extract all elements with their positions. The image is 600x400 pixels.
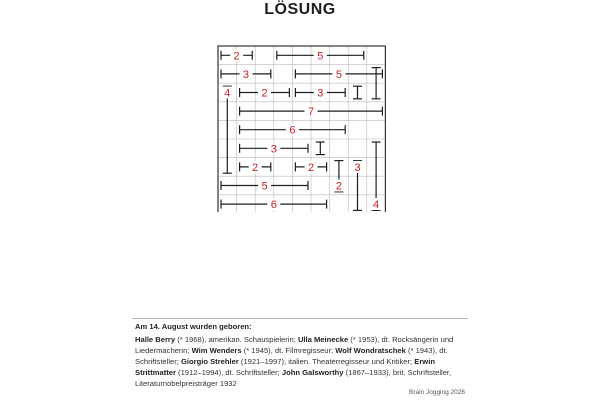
segment-number: 2 xyxy=(233,50,240,63)
segment-number: 6 xyxy=(270,199,277,212)
segment-number: 2 xyxy=(307,161,315,174)
segment-number: 5 xyxy=(335,68,342,81)
segment-number: 7 xyxy=(307,106,315,119)
birthday-name: Halle Berry xyxy=(135,335,176,344)
segment-number: 3 xyxy=(317,87,324,100)
birthday-name: Erwin Strittmatter xyxy=(135,357,435,377)
birthday-text xyxy=(135,334,465,389)
birthday-info: (* 1968), amerikan. Schauspielerin; xyxy=(175,335,298,344)
page-title: LÖSUNG xyxy=(264,1,336,18)
segment-number: 3 xyxy=(354,161,361,174)
footer-credit: Brain Jogging 2026 xyxy=(408,389,465,396)
birthday-heading: Am 14. August wurden geboren: xyxy=(135,322,252,331)
segment-number: 6 xyxy=(289,124,296,137)
segment-number: 3 xyxy=(270,143,277,156)
segment-number: 4 xyxy=(373,199,380,212)
birthday-name: Ulla Meinecke xyxy=(297,335,349,344)
segment-number: 5 xyxy=(317,50,324,63)
segment-number: 4 xyxy=(224,87,231,100)
birthday-info: (1921–1997), italien. Theaterregisseur und Kritiker; xyxy=(238,357,415,366)
birthday-info: (1912–1994), dt. Schriftsteller; xyxy=(175,368,282,377)
segment-number: 3 xyxy=(242,68,249,81)
birthday-info: (* 1945), dt. Filmregisseur; xyxy=(241,346,336,355)
divider xyxy=(132,318,468,319)
segment-number: 2 xyxy=(252,161,259,174)
birthday-name: John Galsworthy xyxy=(281,368,344,377)
segment-number: 2 xyxy=(335,180,342,193)
birthday-name: Wolf Wondratschek xyxy=(335,346,406,355)
birthday-name: Giorgio Strehler xyxy=(181,357,239,366)
segment-number: 2 xyxy=(261,87,268,100)
puzzle-grid xyxy=(214,42,386,212)
birthday-info: (* 1953), dt. Rocksängerin und Liedermacherin; xyxy=(135,335,454,355)
birthday-info: (* 1943), dt. Schriftsteller; xyxy=(135,346,448,366)
birthday-info: (1867–1933), brit. Schriftsteller, Literaturnobelpreisträger 1932 xyxy=(135,368,452,388)
segment-number: 5 xyxy=(261,180,268,193)
birthday-name: Wim Wenders xyxy=(191,346,242,355)
